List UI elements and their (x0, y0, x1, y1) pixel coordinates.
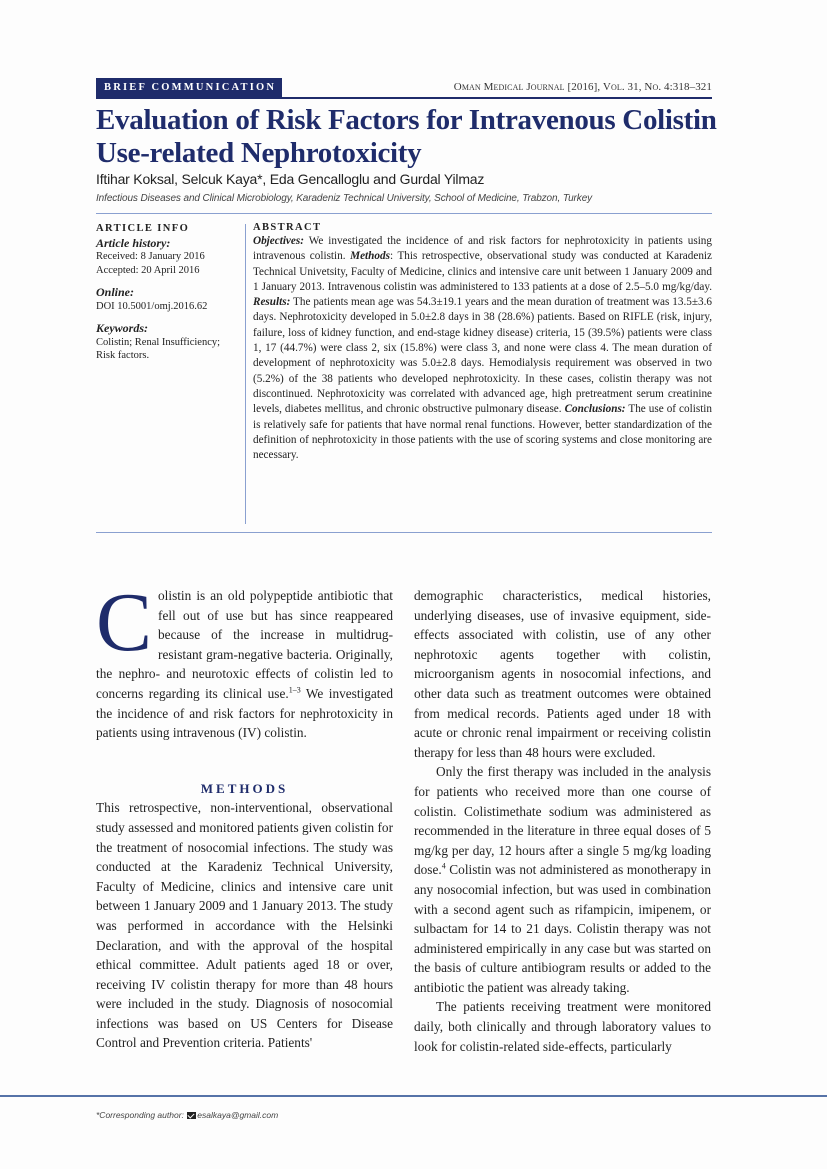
citation-ref[interactable]: 1–3 (288, 685, 301, 695)
received-date: Received: 8 January 2016 (96, 251, 205, 262)
body-paragraph: The patients receiving treatment were monitored daily, both clinically and through laboratory values to look for colistin-related side-effects, particularly (414, 999, 711, 1054)
objectives-label: Objectives: (253, 235, 304, 247)
envelope-icon (187, 1112, 196, 1119)
body-paragraph: demographic characteristics, medical histories, underlying diseases, use of invasive equipment, side-effects associated with colistin, use of any other nephrotoxic agents together with colistin, microorganism agents in nosocomial infections, and other data such as treatment outcomes were obtained from medical records. Patients aged under 18 with acute or chronic renal impairment or receiving colistin therapy for less than 48 hours were excluded. (414, 588, 711, 760)
results-text: The patients mean age was 54.3±19.1 years and the mean duration of treatment was 13.5±3.6 days. Nephrotoxicity developed in 5.0±2.8 days in 38 (28.6%) patients. Based on RIFLE (risk, injury, failure, loss of kidney function, and end-stage kidney disease) criteria, 15 (39.5%) patients were class 1, 17 (44.7%) were class 2, six (15.8%) were class 3, and none were class 4. The mean duration of development of nephrotoxicity was 5.0±2.8 days. Hemodialysis requirement was observed in two (5.2%) of the 38 patients who developed nephrotoxicity. In these cases, colistin therapy was not discontinued. Nephrotoxicity was correlated with advanced age, high pretreatment serum creatinine levels, diabetes mellitus, and chronic obstructive pulmonary disease. (253, 296, 712, 416)
header-rule (96, 97, 712, 99)
intro-text: olistin is an old polypeptide antibiotic that fell out of use but has since reappeared because of the increase in multidrug-resistant gram-negative bacteria. Originally, the nephro- and neurotoxic effects of colistin led to concerns regarding its clinical use. (96, 588, 393, 701)
intro-text-cont: We investigated the incidence of and risk factors for nephrotoxicity in patients using intravenous (IV) colistin. (96, 685, 393, 741)
page-header (96, 78, 712, 98)
doi-link[interactable]: DOI 10.5001/omj.2016.62 (96, 300, 208, 312)
methods-label: Methods (350, 250, 390, 263)
footer-rule (0, 1095, 827, 1097)
author-email-link[interactable]: esalkaya@gmail.com (197, 1110, 279, 1120)
article-info-panel (96, 222, 236, 363)
info-abstract-divider (245, 224, 246, 524)
corresponding-author-note (96, 1110, 278, 1120)
article-history-label: Article history: (96, 235, 171, 250)
section-tag: BRIEF COMMUNICATION (96, 78, 282, 97)
article-info-heading: ARTICLE INFO (96, 223, 190, 234)
body-column-left (96, 576, 393, 1053)
author-affiliation: Infectious Diseases and Clinical Microbiology, Karadeniz Technical University, School of Medicine, Trabzon, Turkey (96, 193, 593, 204)
drop-cap: C (96, 576, 153, 669)
keywords-label: Keywords: (96, 321, 148, 335)
journal-citation: Oman Medical Journal [2016], Vol. 31, No. 4:318–321 (453, 81, 712, 93)
paragraph-text: Only the first therapy was included in the analysis for patients who received more than one course of colistin. Colistimethate sodium was administered as recommended in the literature in three equal doses of 5 mg/kg per day, 12 hours after a single 5 mg/kg loading dose. (414, 764, 711, 878)
conclusions-label: Conclusions: (564, 403, 626, 416)
paragraph-text-cont: Colistin was not administered as monotherapy in any nosocomial infection, but was used in combination with a second agent such as rifampicin, imipenem, or sulbactam for 14 to 21 days. Colistin therapy was not administered empirically in any case but was started on the basis of culture antibiogram results or added to the antibiotic the patient was already taking. (414, 862, 711, 995)
body-paragraph (414, 762, 711, 997)
methods-heading: METHODS (200, 780, 289, 796)
citation-ref[interactable]: 4 (441, 861, 446, 871)
abstract-divider (96, 532, 712, 533)
methods-paragraph: This retrospective, non-interventional, observational study assessed and monitored patients given colistin for the treatment of nosocomial infections. The study was conducted at the Karadeniz Technical University, Faculty of Medicine, clinics and intensive care unit between 1 January 2009 and 1 January 2013. The study was performed in accordance with the Helsinki Declaration, and with the approval of the hospital ethical committee. Adult patients aged 18 or over, receiving IV colistin therapy for more than 48 hours were included in the study. Diagnosis of nosocomial infections was based on US Centers for Disease Control and Prevention criteria. Patients' (96, 800, 393, 1051)
body-column-right (414, 586, 711, 1056)
results-label: Results: (253, 296, 291, 309)
methods-text: : This retrospective, observational study was conducted at Karadeniz Technical Univetsity, Faculty of Medicine, clinics and intensive care unit between 1 January 2009 and 1 January 2013. Intravenous colistin was administered to 133 patients at a dose of 2.5–5.0 mg/kg/day. (253, 250, 712, 293)
online-label: Online: (96, 285, 135, 299)
corresponding-label: *Corresponding author: (96, 1110, 187, 1120)
objectives-text: We investigated the incidence of and risk factors for nephrotoxicity in patients using intravenous colistin. (253, 235, 712, 263)
abstract-heading: ABSTRACT (253, 222, 322, 233)
abstract-body (253, 234, 712, 463)
conclusions-text: The use of colistin is relatively safe for patients that have normal renal functions. However, better standardization of the definition of nephrotoxicity in those patients with the use of scoring systems and close monitoring are necessary. (253, 403, 712, 462)
author-list: Iftihar Koksal, Selcuk Kaya*, Eda Gencalloglu and Gurdal Yilmaz (96, 171, 485, 187)
title-divider (96, 213, 712, 214)
abstract-panel (253, 222, 712, 463)
intro-paragraph (96, 576, 393, 743)
keywords-list: Colistin; Renal Insufficiency; Risk factors. (96, 336, 221, 361)
article-title: Evaluation of Risk Factors for Intravenous Colistin Use-related Nephrotoxicity (96, 104, 717, 169)
accepted-date: Accepted: 20 April 2016 (96, 264, 200, 276)
